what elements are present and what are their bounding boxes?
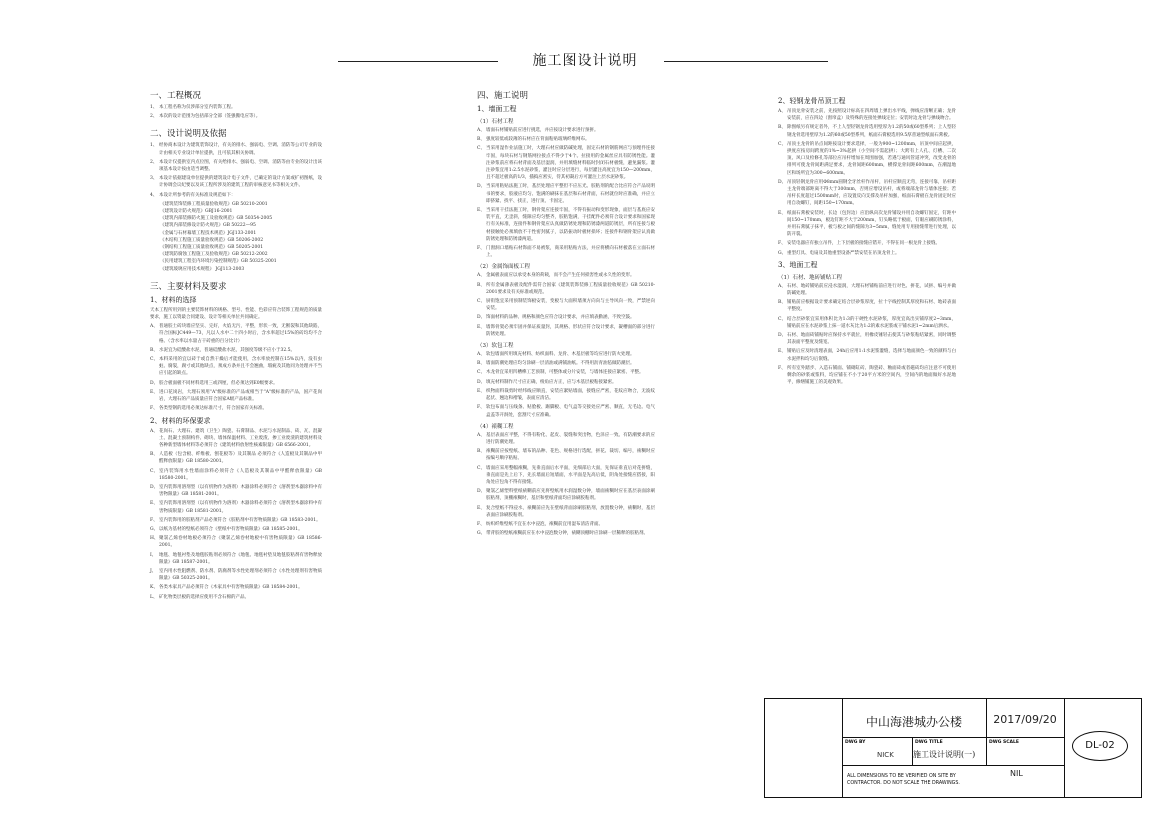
subsection-heading: 2、材料的环保要求: [150, 416, 211, 425]
dwg-by-value: NICK: [877, 751, 894, 759]
list-item-marker: D、: [477, 489, 486, 495]
list-item-text: 厨衔饱宜采用预制装饰板安装，变板与大面积墙须方向向与主导风向一致，严禁逆向安装。: [486, 299, 655, 312]
list-item-marker: C、: [778, 316, 786, 322]
list-item: [778, 210, 956, 239]
list-item-text: 吊顶主龙骨的吊点间距按设计要求选择，一般为900~1200mm，吊顶中间应起拱，拱度应按房间跨度的1%~3%起拱（小空间不需起拱）；大跨有上人孔、灯槽、二次顶、风口及检修孔等部位应吊杆增加在周围加强，若遇与通风管道冲突，改变龙骨的排列可使龙骨间距满足要求，龙骨间距600mm，横撑龙骨间距600mm，在潮湿地区和场所宜为300~600mm。: [787, 141, 956, 176]
list-item-text: 软包墙面所用填充材料、纺织面料、龙骨、木基层板等均应进行防火处理。: [486, 352, 635, 358]
standard-reference: 《建筑玻璃应用技术规程》 JGJ113-2003: [160, 266, 245, 272]
list-item-text: 结合层砂浆宜采用体积比为1:3的干硬性水泥砂浆，厚度宜高出实铺厚度2~3mm，铺贴前应在水泥砂浆上抹一道水灰比为1:2的素水泥浆或干铺水泥1~2mm后洒水。: [787, 316, 956, 329]
list-item: [150, 526, 322, 533]
list-item-text: 室内用水性阻燃剂、防水剂、防腐剂等水性处理剂必须符合《水性处理剂有害物质限量》GB 50325-2001。: [159, 568, 322, 582]
list-item: [150, 389, 322, 403]
list-item-text: 本次的设计范围为包括部分全部（签强搬电应等）。: [159, 114, 261, 120]
list-item-text: 软包布面与压线条、贴脸板、踢脚板、电气盒等交接处应严密、顺直，无毛边。电气盒盖等开洞处，套割尺寸应准确。: [486, 405, 655, 418]
list-item-marker: D、: [778, 333, 787, 339]
list-item-marker: E、: [477, 208, 485, 214]
subsection-heading: 3、地面工程: [778, 260, 818, 269]
list-item: [477, 388, 655, 402]
list-item-text: 强度较低或较薄的石材应在背面粘贴玻璃纤维网布。: [486, 137, 590, 143]
list-item: [477, 136, 655, 143]
list-item: [778, 316, 956, 330]
list-item: [150, 584, 322, 591]
list-item-marker: C、: [477, 465, 485, 471]
list-item-marker: A、: [778, 283, 786, 289]
standard-reference: 《民用建筑工程室内环境污染控制规范》GB 50325-2001: [160, 259, 277, 265]
list-item-text: 本设计所参考的有关标准及规范如下：: [159, 192, 236, 198]
list-item-text: 吊顶轻钢龙骨应用Φ8mm圆钢全牙丝杆作吊杆，吊杆应顺直无弯，连接可靠，吊杆距主龙骨端部距离不得大于300mm，否则应增设吊杆，或将端部龙骨与墙体连接；若吊杆长度超过1500mm时，应设置反向支撑及吊杆加强，纸面石膏板在龙骨固定时应用自攻螺钉，间距150~170mm。: [787, 179, 956, 207]
title-block-divider: [986, 699, 987, 765]
list-item-text: 纸面石膏板安装时，长边（包封边）应沿纵向次龙骨铺设并用自攻螺钉固定，钉距中间150~170mm，板边钉距不大于200mm，钉头略低于板面，钉眼应刷防锈涂料，并用石膏腻子抹平，板与板之间的缝隙为3~5mm，缝处用专用接缝带进行处理，以防开裂。: [787, 210, 956, 238]
list-item-marker: E、: [150, 389, 158, 395]
list-item-text: 饰面材料的品种、规格和颜色应符合设计要求，并应填表勤涵，不致空鼓。: [486, 315, 635, 321]
list-item: [150, 104, 322, 111]
list-item-text: 水泥宜为硅酸盐水泥，普通硅酸盐水泥，其强度等级不应小于32.5。: [159, 347, 296, 353]
list-item: [150, 535, 322, 549]
standard-reference: 《木结构工程施工质量验收规范》GB 50206-2002: [160, 237, 264, 243]
standard-reference: 《建筑防腐蚀工程施工及验收规范》GB 50212-2002: [160, 252, 268, 258]
list-item-marker: F、: [477, 246, 485, 252]
list-item-marker: A、: [477, 432, 485, 438]
list-item: [477, 404, 655, 418]
list-item-marker: E、: [150, 501, 158, 507]
list-item: [150, 175, 322, 189]
list-item: [477, 282, 655, 296]
list-item-marker: D、: [477, 379, 486, 385]
list-item-marker: A、: [477, 128, 485, 133]
item-group-heading: （4）裱糊工程: [477, 423, 514, 430]
list-item: [150, 142, 322, 156]
list-item-text: 门窗洞口墙贴石材饰面不易被浆，商采用粘贴方法，并应将横向石材板落在立面石材上。: [486, 246, 655, 259]
list-item: [778, 348, 956, 362]
list-item-marker: 1、: [150, 105, 158, 110]
list-item-text: 当采用干挂法施工时，钢骨架应连接牢固，不得有振动和变形现象，面层与基底应安装平直，无歪斜，缝隙应均匀整齐，胶粘饱满，干挂配件必须符合设计要求和国家现行有关标准，连接件和钢骨架应认真做防锈处理和防锈漆两道防锈层，所有连接与板材接触处必须填放不干性密封腻子，以防振动时板材损坏；连接件和钢骨架应认真做防锈处理和防锈漆两道。: [486, 208, 655, 242]
list-item: [477, 127, 655, 134]
dimension-note: ALL DIMENSIONS TO BE VERIFIED ON SITE BY CONTRACTOR. DO NOT SCALE THE DRAWINGS.: [847, 774, 960, 786]
title-block: [764, 698, 1142, 798]
list-item: [778, 124, 956, 138]
list-item-marker: E、: [477, 388, 485, 394]
list-item: [778, 141, 956, 177]
list-item: [150, 192, 322, 199]
list-item-marker: H、: [150, 536, 159, 542]
subsection-heading: 1、材料的选择: [150, 295, 197, 304]
list-item: [150, 484, 322, 498]
list-item-marker: E、: [477, 324, 485, 330]
list-item-marker: L、: [150, 594, 158, 600]
list-item: [778, 332, 956, 346]
list-item-marker: 2、: [150, 114, 158, 120]
list-item-text: 地毯、地毯衬垫及地毯胶粘剂必须符合《地毯、地毯衬垫及地毯胶粘剂有害物释放限量》GB 18587-2001。: [159, 552, 322, 565]
drawing-date: 2017/09/20: [993, 713, 1057, 726]
list-item-marker: B、: [150, 452, 158, 458]
list-item-text: 除图纸另有规定者外，不上人型轻钢龙骨选用壁厚为1.2的50或60型系列；上人型轻钢龙骨选用壁厚为1.2的60或50型系列，纸面石膏板选用9.5厚普通型纸面石膏板。: [787, 125, 956, 138]
title-block-divider: [842, 765, 1064, 766]
list-item: [778, 250, 956, 257]
dwg-title-value: 施工设计说明(一): [913, 750, 976, 759]
list-item-text: 室内装饰用溶剂型（以有机物作为溶剂）木器涂料必须符合《溶剂型木器涂料中有害物限量》GB 18581-2001。: [159, 484, 322, 498]
list-item-text: 金属板表面应以承受本身的荷载，而不会产生任何损害性或永久性的变形。: [486, 273, 635, 279]
list-item-text: 基层表面应平整，不得有粉化、起皮、裂缝和突出物，色泽应一致。有防潮要求的应进行防潮处理。: [486, 432, 655, 445]
column-ceiling-floor-notes: [778, 93, 956, 389]
list-item-text: 所有室外踏步、入造石铺面、铺砌缸砖、陶瓷砖、釉面砖或者磁砖均应注意不可使用剩余的砂浆或浆料，均应铺在不小于20平方米的空间内，空间内的地面做好水泥地平，修缮铺施工的美观效果。: [787, 365, 956, 386]
list-item-marker: 4、: [150, 192, 158, 198]
list-item-marker: D、: [477, 315, 486, 321]
title-rule-left: [338, 61, 498, 62]
list-item-marker: C、: [477, 299, 485, 305]
list-item: [477, 314, 655, 321]
list-item-text: 聚氯乙烯塑料壁纸裱糊前应先将壁纸用水润湿数分钟，墙面裱糊时应在基层表面涂刷胶粘剂，顶棚裱糊时，基层和壁纸背面均应涂刷胶粘剂。: [486, 489, 655, 502]
list-item-marker: C、: [477, 146, 485, 152]
list-item: [477, 272, 655, 279]
list-item-marker: B、: [477, 361, 485, 367]
list-item-marker: G、: [477, 531, 486, 537]
list-item: [778, 240, 956, 247]
list-item-marker: A、: [150, 428, 158, 434]
list-item-text: 室内装饰用的胶粘剂产品必须符合《胶粘剂中有害物质限量》GB 18583-2001。: [159, 517, 321, 523]
list-item-marker: D、: [150, 484, 159, 490]
list-item-marker: I、: [150, 552, 157, 558]
item-group-heading: （1）石材、地砖铺贴工程: [778, 274, 843, 281]
drawing-number-badge: DL-02: [1072, 731, 1128, 761]
list-item: [477, 448, 655, 462]
list-item-text: 普通胶土砖块墙应坚实、完好，火焰无污，平整，形状一致，无断裂和其他缺陷，符合国标JC449—73，凡以人水中二十四小时后，含水率超过15%的砖均均不合格。（含水率以水量占干砖重的百分比计）: [159, 324, 322, 344]
list-item-text: 铺贴前应根据设计要求确定结合层砂浆厚度，拉十字线控制其厚度和石材、地砖表面平整度。: [787, 300, 956, 313]
project-name: 中山海港城办公楼: [865, 715, 962, 729]
list-item-marker: G、: [778, 250, 787, 256]
list-item: [778, 283, 956, 297]
list-item-marker: F、: [150, 517, 158, 523]
list-item: [477, 505, 655, 519]
list-item-text: 织物面料裁剪时经纬线应顺直，安装应紧贴墙面，接缝应严密，花纹应吻合，无波纹起伏、翘边和褶皱，表面应清洁。: [486, 388, 655, 402]
subsection-heading: 1、墙面工程: [477, 105, 517, 113]
paragraph: 天本工程所用到的主要装饰材料的规格、型号、性能、色彩应符合装饰工程规范的质量要求，施工以资最合同建设、设计等相关单位共同确定。: [150, 307, 322, 321]
list-item: [150, 347, 322, 354]
list-item-marker: 1、: [150, 143, 158, 149]
list-item-text: 重型灯具、电扇及其他重型设备严禁安装在吊顶龙骨上。: [787, 250, 900, 256]
standard-reference: 《金属与石材幕墙工程技术规范》JGJ133-2001: [160, 230, 257, 236]
item-group-heading: （2）金属饰面板工程: [477, 264, 530, 271]
list-item: [477, 488, 655, 502]
list-item-text: 所有金属薄表板及配件需符合国家《建筑装饰装修工程质量验收规范》GB 50210-2001要求及有关标准或规范。: [486, 282, 655, 295]
list-item-marker: C、: [477, 370, 485, 376]
list-item-marker: C、: [150, 357, 158, 363]
list-item: [477, 351, 655, 358]
list-item: [477, 465, 655, 487]
list-item-text: 吊顶龙骨安装之前，先按照设计标高在四周墙上弹出水平线，弹线应清晰正确；龙骨安装前，应在四边（窗帘盒）及特殊的连接处弹线定位；安装时边龙骨与弹线吻合。: [787, 109, 956, 122]
list-item-marker: K、: [150, 585, 158, 591]
list-item-text: 室内装饰用溶剂型（以有机物作为溶剂）木器涂料必须符合《溶剂型木器涂料中有害物质限量》GB 18581-2001。: [159, 501, 322, 514]
list-item-text: 铺贴后应及时清理表面，24h后应用1:1水泥浆灌缝，选择与地面颜色一致的颜料与白水泥拌和均匀后嵌缝。: [787, 349, 956, 362]
list-item-marker: F、: [150, 406, 158, 412]
list-item-text: 带背胶的壁纸裱糊前应在水中浸泡数分钟，裱糊顶棚时应涂刷一层稀释的胶粘剂。: [486, 531, 648, 537]
list-item-marker: E、: [477, 505, 485, 511]
list-item-text: 室内装饰用水性墙面涂料必须符合《人造板及其制品中甲醛释放限量》GB 18580-2001。: [159, 468, 322, 481]
list-item: [150, 594, 322, 601]
list-item-text: 墙面防潮处理应均匀涂刷一层清油或满铺油纸。不得用沥青油毡做防潮层。: [486, 361, 635, 367]
list-item: [150, 405, 322, 412]
list-item-marker: A、: [477, 273, 485, 279]
list-item-marker: B、: [150, 347, 158, 353]
list-item: [150, 517, 322, 524]
subsection-heading: 2、轻钢龙骨吊顶工程: [778, 97, 846, 105]
list-item: [150, 356, 322, 378]
list-item: [150, 568, 322, 582]
list-item-text: 填充材料制作尺寸应正确，棱角应方正，应与木基层板粘接紧密。: [486, 379, 617, 385]
list-item-marker: F、: [477, 405, 485, 411]
section-heading: 二、设计说明及依据: [150, 129, 227, 140]
list-item-marker: B、: [778, 300, 786, 306]
list-item-text: 木龙骨宜采用凹槽榫工艺预制，可整体或分片安装，与墙体连接应紧密、平整。: [486, 370, 644, 376]
list-item: [477, 245, 655, 259]
list-item: [477, 298, 655, 312]
list-item-text: 复合壁纸不得浸水，裱糊前应先在壁纸背面涂刷胶粘剂，放置数分钟，裱糊时，基层表面应涂刷胶粘剂。: [486, 505, 655, 518]
standard-reference: 《建筑设计防火规范》GBJ16-2001: [160, 209, 233, 215]
list-item: [150, 500, 322, 514]
list-item-marker: C、: [778, 141, 786, 147]
standard-reference: 《钢结构工程施工质量验收规范》GB 50205-2001: [160, 245, 264, 251]
list-item-marker: B、: [778, 125, 786, 131]
list-item-text: 以纸为基材的壁纸必须符合《壁纸中有害物质限量》GB 18585-2001。: [159, 526, 303, 532]
dwg-title-label: DWG TITLE: [915, 740, 943, 745]
list-item-marker: F、: [477, 521, 485, 527]
list-item-marker: B、: [477, 449, 485, 455]
list-item-text: 墙饰骨架必须牢固并保证质量封，其规格、形状应符合设计要求，凝槽面的部分进行防锈处理。: [486, 324, 655, 337]
list-item-marker: B、: [477, 137, 485, 143]
column-general-notes: [150, 82, 322, 603]
list-item-text: 人造板（包含板、纤维板、刨花板等）及其制品 必须符合《人造板及其制品中甲醛释放限量》GB 18580-2001。: [159, 452, 322, 465]
list-item-text: 各类型钢的选用必须达标准尺寸，符合国家有关标准。: [159, 406, 267, 412]
list-item-text: 当采用湿作业法施工时，大理石材应做防碱处理，固定石材的钢筋网应与预埋件连接牢固，每块石材与钢筋网拉接点不得少于4个。拉接用的金属丝应具有防锈性能。灌注砂浆前应将石材背面及基层湿润，并用填缝材料临时封闭石材板缝，避免漏浆。灌注砂浆宜用1:2.5水泥砂浆，灌注时应分层进行，每层灌注高度宜为150—200mm，且不超过板高的1/3，插捣应密实，待其初凝后方可灌注上层水泥砂浆。: [486, 146, 655, 181]
list-item-text: 进口花岗岩，大理石须用"A"级标准的产品或相当于"A"级标准的产品，国产花岗岩，大理石的产品质量应符合国家A级产品标准。: [159, 389, 322, 403]
standard-reference: 《建筑内部装修防火施工及验收规范》GB 50354-2005: [160, 216, 273, 222]
title-block-divider: [986, 737, 1064, 738]
item-group-heading: （1）石材工程: [477, 119, 514, 125]
list-item: [150, 113, 322, 120]
list-item-text: 墙面石材铺贴前应进行挑选，并应按设计要求进行预拼。: [486, 128, 599, 133]
list-item: [477, 530, 655, 537]
list-item: [778, 108, 956, 122]
list-item-marker: A、: [477, 352, 485, 358]
list-item-text: 本料采用的宜以砖于或自然干燥后才能使用，含水率放控制在15%以内，没有虫蛀、腐裂，腐寸或其他缺点，须成方条并且不会翘曲，瑕疵及其他同为处理并不当应引起的缺点。: [159, 357, 322, 377]
list-item: [150, 159, 322, 173]
list-item-marker: C、: [150, 468, 158, 474]
list-item-marker: E、: [778, 210, 786, 216]
list-item-marker: 2、: [150, 159, 158, 165]
section-heading: 三、主要材料及要求: [150, 281, 227, 292]
list-item-marker: F、: [778, 365, 786, 371]
list-item: [477, 369, 655, 376]
list-item-marker: D、: [477, 184, 486, 190]
list-item-text: 本设计依据建设单位提供的建筑设计电子文件，已确定的设计方案或扩初图纸，设计协调会议纪要以及该工程所涉及的建筑工程的审核意见书等相关文件。: [159, 176, 322, 189]
dwg-by-label: DWG BY: [845, 740, 866, 745]
list-item-text: 各类木家具产品必须符合《木家具中有害物质限量》GB 18584-2001。: [159, 585, 303, 591]
list-item-text: 本设计仅提供室内点位图，有关给排水、强弱电、空调、消防等由专业的设计出该项基本设计按由适当调整。: [159, 159, 322, 173]
column-construction-notes: [477, 82, 655, 539]
list-item-text: 石材、地面砖铺贴时应保持水平就位，用橡皮锤轻击使其与砂浆粘结紧密，同时调整其表面平整度及缝宽。: [787, 333, 956, 346]
list-item-text: 安装电器应有独立吊件，上下层板的接缝应错开，不得在同一根龙骨上接缝。: [787, 241, 940, 247]
list-item-text: 裱糊前应按壁纸、墙布的品种、花色、规格进行选配，拼花、裁切、编号，裱糊时应按编号顺序粘贴。: [486, 449, 655, 462]
list-item: [477, 145, 655, 181]
list-item: [477, 360, 655, 367]
list-item: [150, 428, 322, 450]
list-item-text: 经协商本设计为建筑装饰设计，有关的排水、强弱电、空调、消防等公司专业的设计由相关专业设计单位提供，且可依其相关协调。: [159, 143, 322, 156]
list-item: [778, 299, 956, 313]
list-item: [150, 451, 322, 465]
standard-reference: 《建筑内部装修设计防火规范》GB 50222—95: [160, 223, 256, 229]
list-item-text: 矿化物类层板的选择应使用不含石棉的产品。: [159, 594, 249, 600]
list-item-text: 本工程名称为仅涉部分室内装饰工程。: [159, 105, 236, 110]
list-item-marker: A、: [150, 324, 158, 330]
list-item-text: 墙面应采用整幅裱糊，先垂直面后水平面，先细部后大面，先保证垂直后对花拼缝，垂直面是先上后下，先长墙面后短墙面，水平面是先高后低，阴角处接缝应搭接，阳角处应包角不得有接缝。: [486, 465, 655, 485]
list-item: [477, 379, 655, 386]
list-item-marker: F、: [778, 241, 786, 247]
list-item: [477, 432, 655, 446]
list-item: [150, 380, 322, 387]
list-item-marker: D、: [778, 179, 787, 185]
list-item: [150, 323, 322, 345]
dwg-scale-label: DWG SCALE: [989, 740, 1019, 745]
list-item-text: 石材、地砖铺贴前应浸水湿润，大理石材铺贴前应进行对色、拼花，试拼、编号并做防碱处理。: [787, 283, 956, 297]
list-item-text: 花岗石、大理石、建筑（卫生）陶瓷、石膏制品、水泥与水泥制品、砖、瓦、混凝土、混凝土预制构件、砌块、墙体保温材料、工业废渣、掺工业废渣的建筑材料及各种新型墙体材料等必须符合《建筑材料放射性核素限量》GB 6566-2001。: [159, 428, 322, 448]
list-item: [477, 324, 655, 338]
list-item: [778, 179, 956, 208]
list-item-text: 胶合板面板不同材料选用三或四厘，但必须达到E0级要求。: [159, 380, 278, 386]
list-item: [477, 183, 655, 205]
standard-reference: 《建筑装饰装修工程质量验收规范》GB 50210-2001: [160, 201, 268, 207]
list-item: [150, 552, 322, 566]
list-item-text: 当采用粘贴法施工时，基层处理应平整但不应压光。胶粘剂的配合比应符合产品说明书的要求，胶液应均匀、饱满的刷抹在基层和石材背面，石材就位时应准确，并应立即挤紧、找平、找正，进行顶、卡固定。: [486, 184, 655, 204]
list-item-text: 聚氯乙烯卷材地板必须符合《聚氯乙烯卷材地板中有害物质限量》GB 18586-2001。: [159, 536, 322, 549]
list-item: [778, 365, 956, 387]
list-item-marker: E、: [778, 349, 786, 355]
list-item-marker: J、: [150, 568, 157, 574]
list-item: [477, 521, 655, 528]
list-item: [150, 468, 322, 482]
list-item-marker: D、: [150, 380, 159, 386]
section-heading: 一、工程概况: [150, 91, 202, 101]
page-title: 施工图设计说明: [532, 53, 638, 69]
list-item-marker: G、: [150, 526, 159, 532]
list-item-marker: B、: [477, 282, 485, 288]
list-item-marker: 3、: [150, 176, 158, 182]
section-heading: 四、施工说明: [477, 91, 529, 101]
list-item-marker: A、: [778, 109, 786, 114]
list-item: [477, 207, 655, 243]
list-item-text: 纺织纤维壁纸不宜在水中浸泡，裱糊前宜用湿布清洁背面。: [486, 521, 603, 527]
dwg-scale-value: NIL: [1010, 769, 1023, 778]
title-rule-right: [664, 61, 828, 62]
item-group-heading: （3）软包工程: [477, 343, 514, 350]
